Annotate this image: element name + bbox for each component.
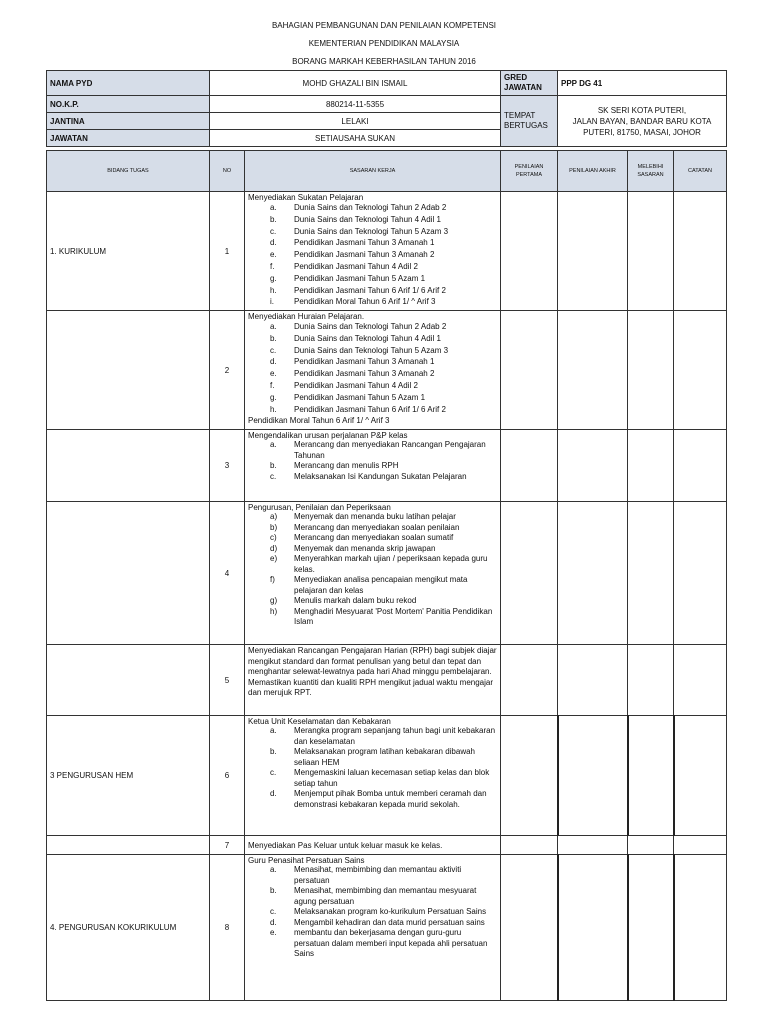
header-form-title: BORANG MARKAH KEBERHASILAN TAHUN 2016 xyxy=(292,57,476,66)
list-item: b. Dunia Sains dan Teknologi Tahun 4 Adil 1 xyxy=(270,214,441,224)
nama-value: MOHD GHAZALI BIN ISMAIL xyxy=(210,71,501,96)
list-item: g. Pendidikan Jasmani Tahun 5 Azam 1 xyxy=(270,273,426,283)
col-melebihi: MELEBIHI SASARAN xyxy=(628,151,674,192)
header-ministry: KEMENTERIAN PENDIDIKAN MALAYSIA xyxy=(308,39,460,48)
row-6-no: 6 xyxy=(210,716,245,836)
list-item: e. Pendidikan Jasmani Tahun 3 Amanah 2 xyxy=(270,369,435,379)
row-4-bidang xyxy=(47,502,210,645)
row-2-title: Menyediakan Huraian Pelajaran. xyxy=(248,312,365,321)
table-row xyxy=(47,855,727,1001)
list-item: d. Pendidikan Jasmani Tahun 3 Amanah 1 xyxy=(270,238,435,248)
row-7-no: 7 xyxy=(210,836,245,855)
list-item: d) Menyemak dan menanda skrip jawapan xyxy=(270,543,436,553)
row-2-tail: Pendidikan Moral Tahun 6 Arif 1/ ^ Arif 3 xyxy=(248,416,390,426)
col-bidang: BIDANG TUGAS xyxy=(47,151,210,192)
col-catatan: CATATAN xyxy=(674,151,727,192)
jawatan-label: JAWATAN xyxy=(47,130,210,147)
table-row xyxy=(47,430,727,502)
list-item: a. Menasihat, membimbing dan memantau aktiviti persatuan xyxy=(270,865,462,885)
table-row xyxy=(47,645,727,716)
list-item: b. Dunia Sains dan Teknologi Tahun 4 Adil 1 xyxy=(270,333,441,343)
row-2-bidang xyxy=(47,311,210,430)
list-item: c. Dunia Sains dan Teknologi Tahun 5 Azam 3 xyxy=(270,345,449,355)
jantina-value: LELAKI xyxy=(210,113,501,130)
header-agency: BAHAGIAN PEMBANGUNAN DAN PENILAIAN KOMPETENSI xyxy=(271,21,497,30)
list-item: h. Pendidikan Jasmani Tahun 6 Arif 1/ 6 Arif 2 xyxy=(270,285,446,295)
list-item: b. Menasihat, membimbing dan memantau mesyuarat agung persatuan xyxy=(270,886,477,906)
list-item: d. Menjemput pihak Bomba untuk memberi ceramah dan demonstrasi kebakaran kepada murid sekolah. xyxy=(270,789,487,809)
row-4-no: 4 xyxy=(210,502,245,645)
row-2-no: 2 xyxy=(210,311,245,430)
row-1-sasaran xyxy=(245,192,501,311)
nokp-label: NO.K.P. xyxy=(47,96,210,113)
col-no: NO xyxy=(210,151,245,192)
row-3-title: Mengendalikan urusan perjalanan P&P kelas xyxy=(248,431,408,440)
row-3-no: 3 xyxy=(210,430,245,502)
row-4-sasaran xyxy=(245,502,501,645)
jantina-label: JANTINA xyxy=(47,113,210,130)
row-7-bidang xyxy=(47,836,210,855)
list-item: c) Merancang dan menyediakan soalan sumatif xyxy=(270,533,454,542)
row-3-sasaran xyxy=(245,430,501,502)
row-8-sasaran xyxy=(245,855,501,1001)
row-8-bidang: 4. PENGURUSAN KOKURIKULUM xyxy=(47,855,210,1001)
list-item: h) Menghadiri Mesyuarat 'Post Mortem' Panitia Pendidikan Islam xyxy=(270,606,493,626)
row-5-bidang xyxy=(47,645,210,716)
tempat-label: TEMPAT BERTUGAS xyxy=(501,96,558,147)
tempat-line-1: SK SERI KOTA PUTERI, xyxy=(597,105,687,115)
row-8-no: 8 xyxy=(210,855,245,1001)
tempat-value xyxy=(558,96,727,147)
list-item: f) Menyediakan analisa pencapaian mengikut mata pelajaran dan kelas xyxy=(270,575,468,595)
list-item: a. Merangka program sepanjang tahun bagi unit kebakaran dan keselamatan xyxy=(270,726,496,746)
row-5-para-2: Memastikan kuantiti dan kualiti RPH mengikut jadual waktu mengajar dan merujuk RPT. xyxy=(248,677,494,697)
list-item: c. Melaksanakan Isi Kandungan Sukatan Pelajaran xyxy=(270,471,467,481)
row-6-sasaran xyxy=(245,716,501,836)
list-item: e) Menyerahkan markah ujian / peperiksaan kepada guru kelas. xyxy=(270,554,488,574)
table-row xyxy=(47,192,727,311)
list-item: a. Merancang dan menyediakan Rancangan Pengajaran Tahunan xyxy=(270,440,486,460)
col-sasaran: SASARAN KERJA xyxy=(245,151,501,192)
list-item: g) Menulis markah dalam buku rekod xyxy=(270,596,417,605)
table-row xyxy=(47,716,727,836)
gred-value: PPP DG 41 xyxy=(558,71,727,96)
list-item: c. Dunia Sains dan Teknologi Tahun 5 Azam 3 xyxy=(270,226,449,236)
list-item: e. membantu dan bekerjasama dengan guru-guru persatuan dalam memberi input kepada ahli persatuan Sains xyxy=(270,928,488,958)
table-row xyxy=(47,836,727,855)
row-6-bidang: 3 PENGURUSAN HEM xyxy=(47,716,210,836)
jawatan-value: SETIAUSAHA SUKAN xyxy=(210,130,501,147)
gred-label: GRED JAWATAN xyxy=(501,71,558,96)
list-item: a. Dunia Sains dan Teknologi Tahun 2 Adab 2 xyxy=(270,203,447,212)
row-5-no: 5 xyxy=(210,645,245,716)
list-item: e. Pendidikan Jasmani Tahun 3 Amanah 2 xyxy=(270,250,435,260)
row-5-para-1: Menyediakan Rancangan Pengajaran Harian (RPH) bagi subjek diajar mengikut standard dan format penulisan yang betul dan tepat dan menghantar selewat-lewatnya pada hari Ahad minggu pembelajaran. xyxy=(248,646,497,676)
list-item: i. Pendidikan Moral Tahun 6 Arif 1/ ^ Arif 3 xyxy=(270,297,436,307)
row-1-title: Menyediakan Sukatan Pelajaran xyxy=(248,193,364,202)
info-table xyxy=(46,70,727,147)
row-6-title: Ketua Unit Keselamatan dan Kebakaran xyxy=(248,717,391,726)
table-row xyxy=(47,311,727,430)
table-row xyxy=(47,502,727,645)
tempat-line-2: JALAN BAYAN, BANDAR BARU KOTA xyxy=(572,116,712,126)
list-item: d. Mengambil kehadiran dan data murid persatuan sains xyxy=(270,917,485,927)
tempat-line-3: PUTERI, 81750, MASAI, JOHOR xyxy=(583,127,701,137)
row-4-title: Pengurusan, Penilaian dan Peperiksaan xyxy=(248,503,391,512)
list-item: h. Pendidikan Jasmani Tahun 6 Arif 1/ 6 Arif 2 xyxy=(270,404,446,414)
list-item: g. Pendidikan Jasmani Tahun 5 Azam 1 xyxy=(270,392,426,402)
row-5-sasaran xyxy=(245,645,501,716)
row-3-bidang xyxy=(47,430,210,502)
nama-label: NAMA PYD xyxy=(47,71,210,96)
row-1-bidang: 1. KURIKULUM xyxy=(47,192,210,311)
row-2-sasaran xyxy=(245,311,501,430)
col-penilaian-akhir: PENILAIAN AKHIR xyxy=(558,151,628,192)
list-item: d. Pendidikan Jasmani Tahun 3 Amanah 1 xyxy=(270,357,435,367)
list-item: c. Mengemaskini laluan kecemasan setiap kelas dan blok setiap tahun xyxy=(270,768,490,788)
list-item: a) Menyemak dan menanda buku latihan pelajar xyxy=(270,512,456,521)
row-1-no: 1 xyxy=(210,192,245,311)
list-item: c. Melaksanakan program ko-kurikulum Persatuan Sains xyxy=(270,907,487,916)
row-8-title: Guru Penasihat Persatuan Sains xyxy=(248,856,365,865)
list-item: b. Merancang dan menulis RPH xyxy=(270,461,399,470)
list-item: f. Pendidikan Jasmani Tahun 4 Adil 2 xyxy=(270,261,418,271)
target-table xyxy=(46,150,727,1001)
row-7-sasaran: Menyediakan Pas Keluar untuk keluar masuk ke kelas. xyxy=(245,836,501,855)
col-penilaian-pertama: PENILAIAN PERTAMA xyxy=(501,151,558,192)
nokp-value: 880214-11-5355 xyxy=(210,96,501,113)
list-item: f. Pendidikan Jasmani Tahun 4 Adil 2 xyxy=(270,380,418,390)
list-item: a. Dunia Sains dan Teknologi Tahun 2 Adab 2 xyxy=(270,322,447,331)
list-item: b) Merancang dan menyediakan soalan penilaian xyxy=(270,522,460,532)
list-item: b. Melaksanakan program latihan kebakaran dibawah seliaan HEM xyxy=(270,747,475,767)
